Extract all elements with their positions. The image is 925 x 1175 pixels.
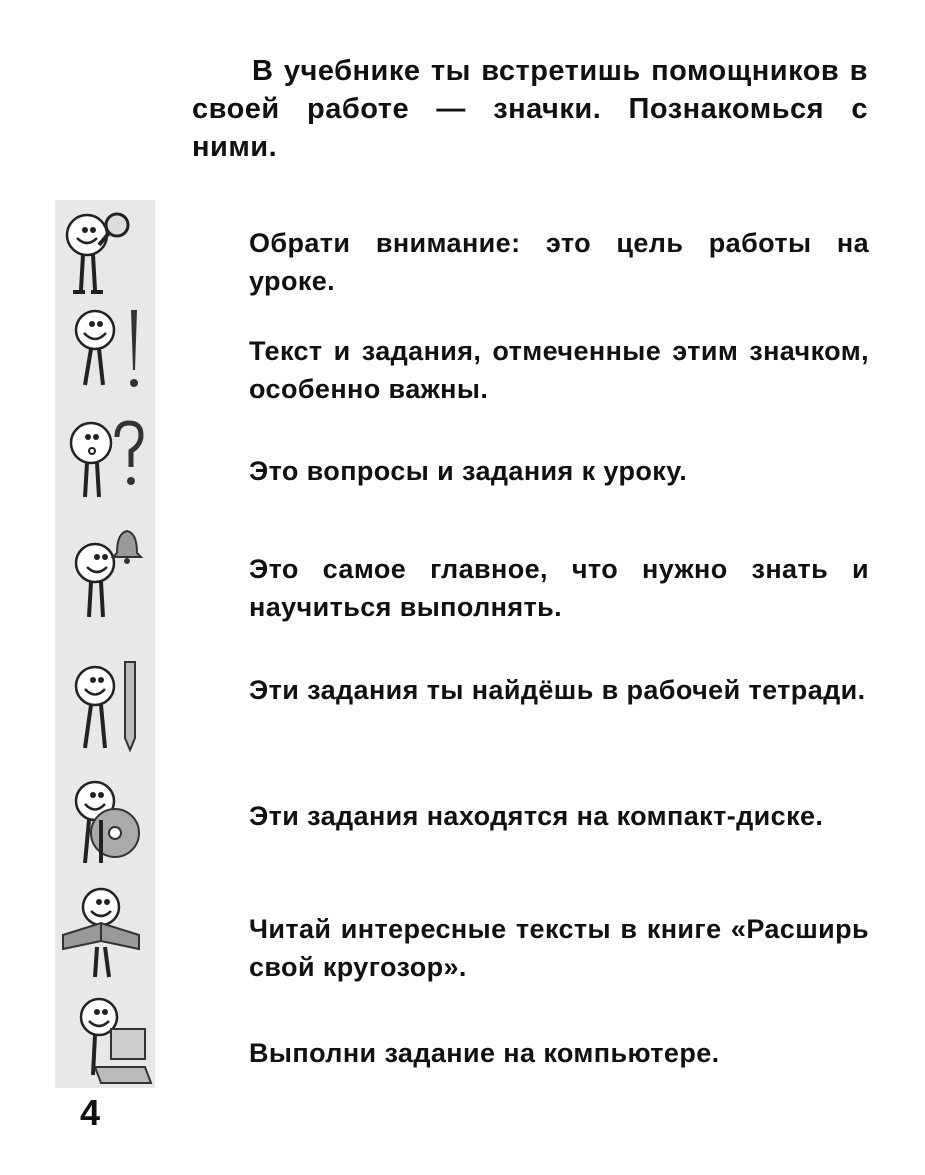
item-text-cd: Эти задания находятся на компакт-диске. xyxy=(249,801,824,831)
item-text-main: Это самое главное, что нужно знать и научиться выполнять. xyxy=(249,554,869,622)
item-text-book: Читай интересные тексты в книге «Расширь свой кругозор». xyxy=(249,914,869,982)
item-text-computer: Выполни задание на компьютере. xyxy=(249,1038,720,1068)
item-text-important: Текст и задания, отмеченные этим значком, особенно важны. xyxy=(249,336,869,404)
question-character-icon xyxy=(55,415,155,515)
item-text-questions: Это вопросы и задания к уроку. xyxy=(249,456,688,486)
intro-paragraph: В учебнике ты встретишь помощников в своей работе — значки. Познакомься с ними. xyxy=(192,55,868,163)
item-text-goal: Обрати внимание: это цель работы на уроке. xyxy=(249,228,869,296)
exclamation-character-icon xyxy=(55,305,155,405)
bell-character-icon xyxy=(55,525,155,625)
computer-character-icon xyxy=(55,995,155,1095)
item-text-workbook: Эти задания ты найдёшь в рабочей тетради. xyxy=(249,675,866,705)
cd-character-icon xyxy=(55,775,155,875)
magnifier-character-icon xyxy=(55,205,155,305)
pencil-character-icon xyxy=(55,658,155,758)
page-number: 4 xyxy=(80,1092,101,1133)
book-character-icon xyxy=(55,885,155,985)
